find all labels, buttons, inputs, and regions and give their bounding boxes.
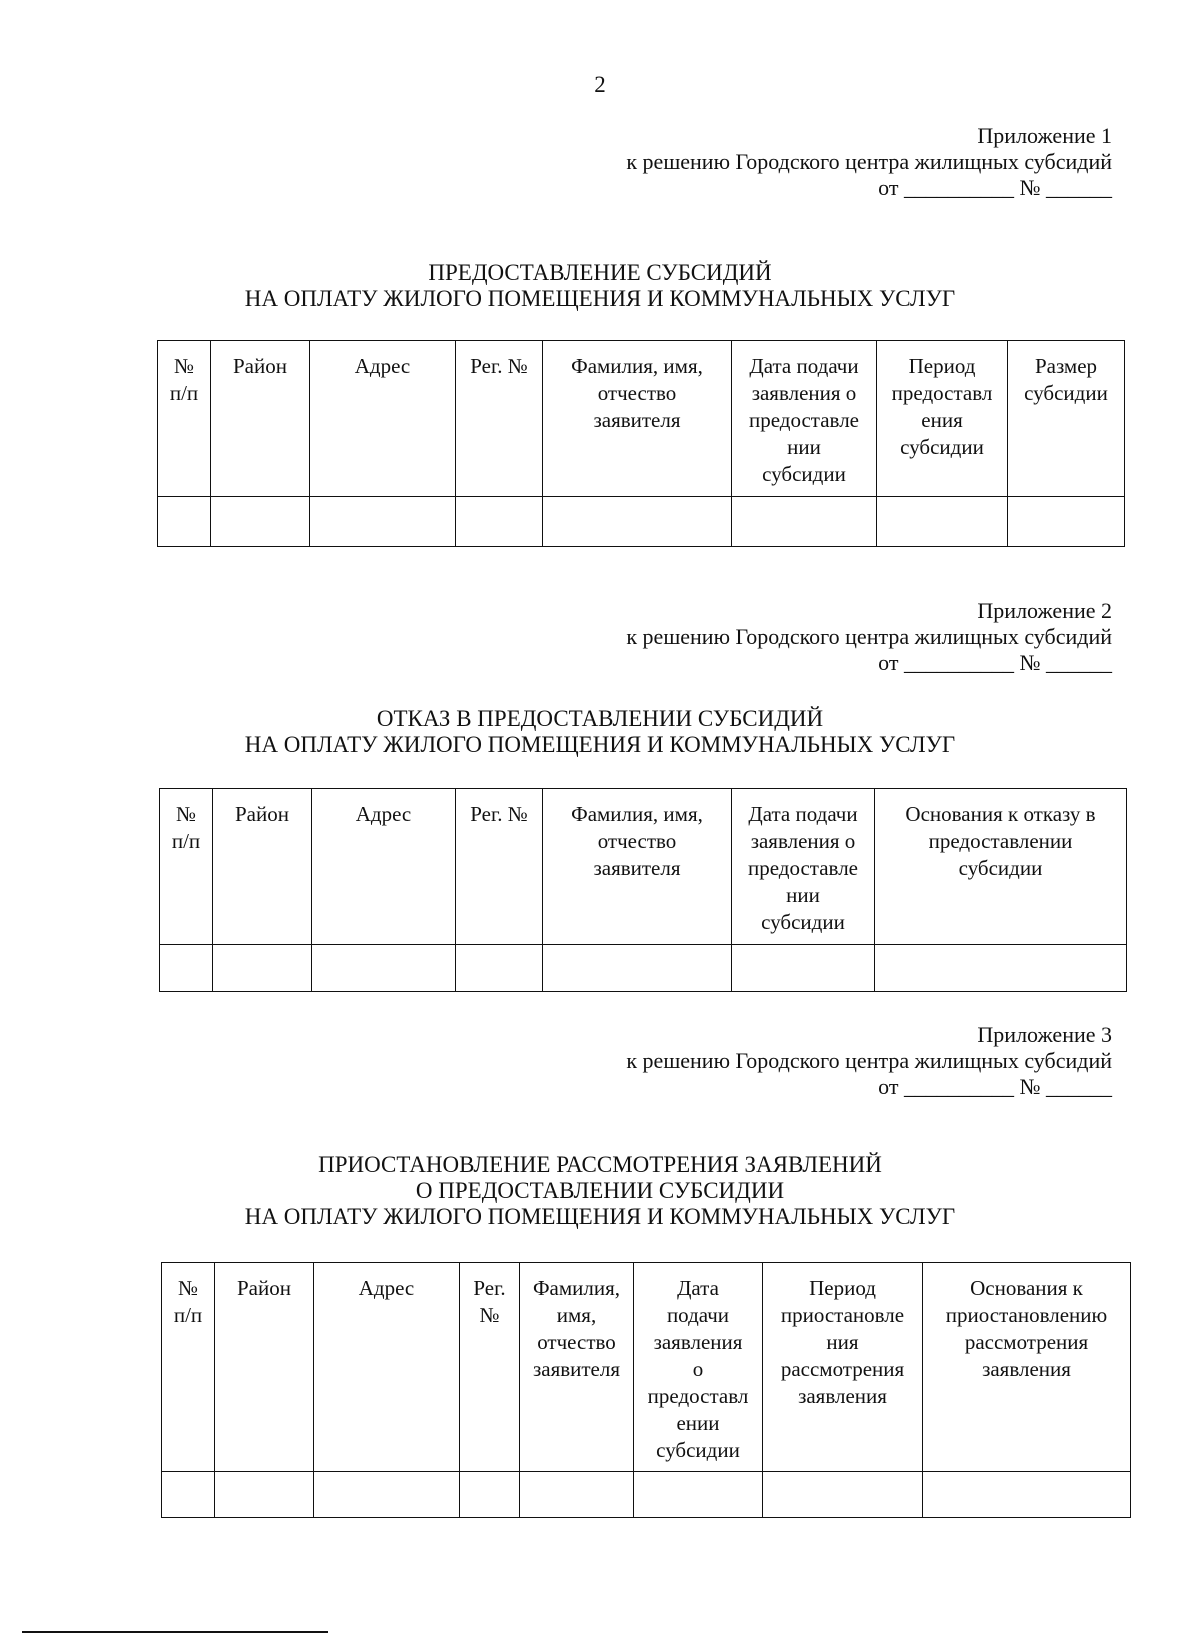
table-header-row: [160, 789, 1127, 945]
header-cell: Фамилия, имя, отчество заявителя: [543, 789, 732, 945]
review-suspension-table: [161, 1262, 1131, 1518]
empty-cell[interactable]: [211, 497, 310, 547]
table-row: [160, 945, 1127, 992]
header-cell: Рег. №: [456, 341, 543, 497]
empty-cell[interactable]: [215, 1472, 314, 1518]
annex-3-date-line: от __________ № ______: [878, 1074, 1112, 1099]
header-cell: Фамилия, имя, отчество заявителя: [520, 1263, 634, 1472]
empty-cell[interactable]: [213, 945, 312, 992]
subsidy-refusal-table: [159, 788, 1127, 992]
empty-cell[interactable]: [460, 1472, 520, 1518]
empty-cell[interactable]: [543, 945, 732, 992]
section-1-title: [0, 260, 1200, 312]
annex-2-reference: к решению Городского центра жилищных субсидий: [626, 624, 1112, 649]
header-cell: Адрес: [312, 789, 456, 945]
section-2-title: [0, 706, 1200, 758]
empty-cell[interactable]: [314, 1472, 460, 1518]
annex-1-reference: к решению Городского центра жилищных субсидий: [626, 149, 1112, 174]
header-cell: Основания к отказу в предоставлении субсидии: [875, 789, 1127, 945]
annex-1-date-line: от __________ № ______: [878, 175, 1112, 200]
header-cell: Район: [211, 341, 310, 497]
table-header-row: [158, 341, 1125, 497]
section-3-title-line-2: О ПРЕДОСТАВЛЕНИИ СУБСИДИИ: [415, 1178, 785, 1203]
header-cell: Размер субсидии: [1008, 341, 1125, 497]
header-cell: Рег. №: [456, 789, 543, 945]
empty-cell[interactable]: [456, 497, 543, 547]
empty-cell[interactable]: [634, 1472, 763, 1518]
empty-cell[interactable]: [543, 497, 732, 547]
empty-cell[interactable]: [732, 945, 875, 992]
annex-3-title: Приложение 3: [977, 1022, 1112, 1047]
section-3-title: [0, 1152, 1200, 1230]
empty-cell[interactable]: [923, 1472, 1131, 1518]
header-cell: № п/п: [162, 1263, 215, 1472]
table-header-row: [162, 1263, 1131, 1472]
page-number: 2: [594, 72, 606, 97]
header-cell: Период приостановле ния рассмотрения заявления: [763, 1263, 923, 1472]
header-cell: Основания к приостановлению рассмотрения заявления: [923, 1263, 1131, 1472]
annex-1-title: Приложение 1: [977, 123, 1112, 148]
section-2-title-line-1: ОТКАЗ В ПРЕДОСТАВЛЕНИИ СУБСИДИЙ: [376, 706, 824, 731]
header-cell: Период предоставл ения субсидии: [877, 341, 1008, 497]
empty-cell[interactable]: [312, 945, 456, 992]
header-cell: № п/п: [160, 789, 213, 945]
annex-2-title: Приложение 2: [977, 598, 1112, 623]
header-cell: Район: [213, 789, 312, 945]
header-cell: Район: [215, 1263, 314, 1472]
header-cell: Дата подачи заявления о предоставле нии субсидии: [732, 789, 875, 945]
empty-cell[interactable]: [160, 945, 213, 992]
annex-1-header: [492, 123, 1112, 201]
header-cell: Дата подачи заявления о предоставле нии субсидии: [732, 341, 877, 497]
annex-3-header: [492, 1022, 1112, 1100]
header-cell: Адрес: [310, 341, 456, 497]
header-cell: Адрес: [314, 1263, 460, 1472]
section-3-title-line-3: НА ОПЛАТУ ЖИЛОГО ПОМЕЩЕНИЯ И КОММУНАЛЬНЫХ УСЛУГ: [244, 1204, 956, 1229]
subsidy-grant-table: [157, 340, 1125, 547]
section-3-title-line-1: ПРИОСТАНОВЛЕНИЕ РАССМОТРЕНИЯ ЗАЯВЛЕНИЙ: [318, 1152, 882, 1177]
empty-cell[interactable]: [877, 497, 1008, 547]
empty-cell[interactable]: [875, 945, 1127, 992]
annex-3-reference: к решению Городского центра жилищных субсидий: [626, 1048, 1112, 1073]
table-row: [162, 1472, 1131, 1518]
empty-cell[interactable]: [456, 945, 543, 992]
empty-cell[interactable]: [162, 1472, 215, 1518]
header-cell: Дата подачи заявления о предоставл ении субсидии: [634, 1263, 763, 1472]
annex-2-date-line: от __________ № ______: [878, 650, 1112, 675]
header-cell: Фамилия, имя, отчество заявителя: [543, 341, 732, 497]
empty-cell[interactable]: [520, 1472, 634, 1518]
section-1-title-line-1: ПРЕДОСТАВЛЕНИЕ СУБСИДИЙ: [428, 260, 772, 285]
header-cell: Рег. №: [460, 1263, 520, 1472]
empty-cell[interactable]: [763, 1472, 923, 1518]
empty-cell[interactable]: [1008, 497, 1125, 547]
table-row: [158, 497, 1125, 547]
annex-2-header: [492, 598, 1112, 676]
section-1-title-line-2: НА ОПЛАТУ ЖИЛОГО ПОМЕЩЕНИЯ И КОММУНАЛЬНЫХ УСЛУГ: [244, 286, 956, 311]
section-2-title-line-2: НА ОПЛАТУ ЖИЛОГО ПОМЕЩЕНИЯ И КОММУНАЛЬНЫХ УСЛУГ: [244, 732, 956, 757]
header-cell: № п/п: [158, 341, 211, 497]
footnote-separator-line: [22, 1631, 328, 1633]
empty-cell[interactable]: [158, 497, 211, 547]
empty-cell[interactable]: [732, 497, 877, 547]
empty-cell[interactable]: [310, 497, 456, 547]
